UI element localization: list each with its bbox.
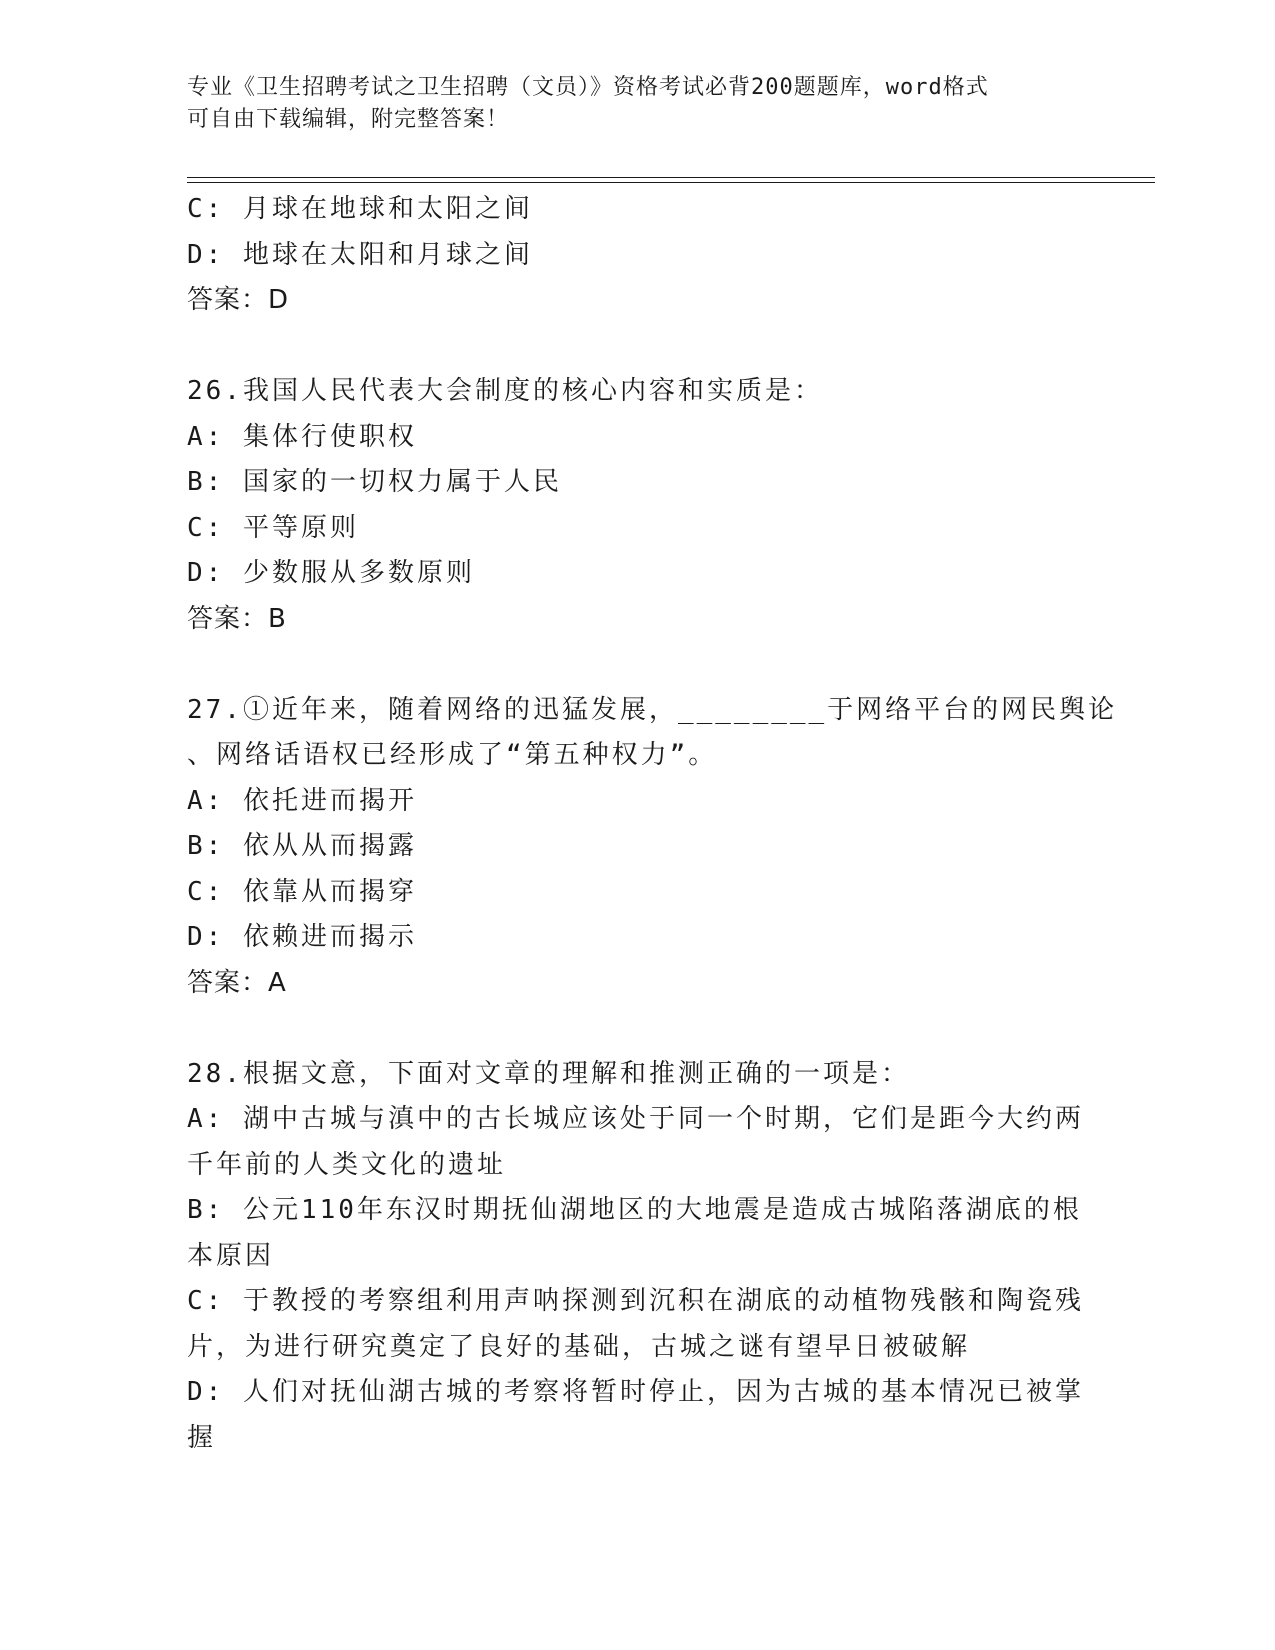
answer-label: 答案：A [187, 967, 287, 998]
option-a: A: 集体行使职权 [187, 421, 417, 452]
option-c: C: 依靠从而揭穿 [187, 876, 417, 907]
question-25 [187, 187, 1087, 324]
header-title-line-2: 可自由下载编辑，附完整答案！ [187, 107, 510, 132]
document-header [187, 72, 1077, 136]
option-d: D: 少数服从多数原则 [187, 558, 475, 588]
header-divider-top [187, 177, 1155, 178]
option-d: D: 地球在太阳和月球之间 [187, 239, 533, 270]
spacer [187, 1006, 1087, 1052]
question-28 [187, 1052, 1087, 1462]
option-c-line-1: C: 于教授的考察组利用声呐探测到沉积在湖底的动植物残骸和陶瓷残 [187, 1286, 1084, 1316]
option-d-line-1: D: 人们对抚仙湖古城的考察将暂时停止，因为古城的基本情况已被掌 [187, 1377, 1084, 1407]
header-divider-bottom [187, 182, 1155, 183]
question-list [187, 187, 1118, 1461]
option-a: A: 依托进而揭开 [187, 785, 417, 816]
question-text: 28.根据文意，下面对文章的理解和推测正确的一项是： [187, 1058, 910, 1089]
answer-label: 答案：D [187, 285, 290, 315]
option-d-line-2: 握 [187, 1422, 217, 1453]
question-text-line-1: 27.①近年来，随着网络的迅猛发展，________于网络平台的网民舆论 [187, 694, 1118, 725]
question-text-line-2: 、网络话语权已经形成了“第五种权力”。 [187, 740, 718, 770]
header-title-line-1: 专业《卫生招聘考试之卫生招聘（文员）》资格考试必背200题题库，word格式 [187, 75, 989, 100]
option-b: B: 依从从而揭露 [187, 831, 417, 861]
spacer [187, 324, 1087, 370]
question-text: 26.我国人民代表大会制度的核心内容和实质是： [187, 376, 823, 406]
option-c-line-2: 片，为进行研究奠定了良好的基础，古城之谜有望早日被破解 [187, 1331, 971, 1362]
answer-label: 答案：B [187, 603, 287, 634]
option-b-line-2: 本原因 [187, 1240, 275, 1271]
option-d: D: 依赖进而揭示 [187, 922, 417, 952]
option-b-line-1: B: 公元110年东汉时期抚仙湖地区的大地震是造成古城陷落湖底的根 [187, 1195, 1082, 1225]
question-27 [187, 688, 1118, 1007]
option-c: C: 平等原则 [187, 512, 359, 543]
option-b: B: 国家的一切权力属于人民 [187, 467, 562, 497]
spacer [187, 642, 1087, 688]
question-26 [187, 369, 1087, 642]
option-a-line-1: A: 湖中古城与滇中的古长城应该处于同一个时期，它们是距今大约两 [187, 1104, 1084, 1134]
option-c: C: 月球在地球和太阳之间 [187, 194, 533, 224]
option-a-line-2: 千年前的人类文化的遗址 [187, 1149, 507, 1180]
